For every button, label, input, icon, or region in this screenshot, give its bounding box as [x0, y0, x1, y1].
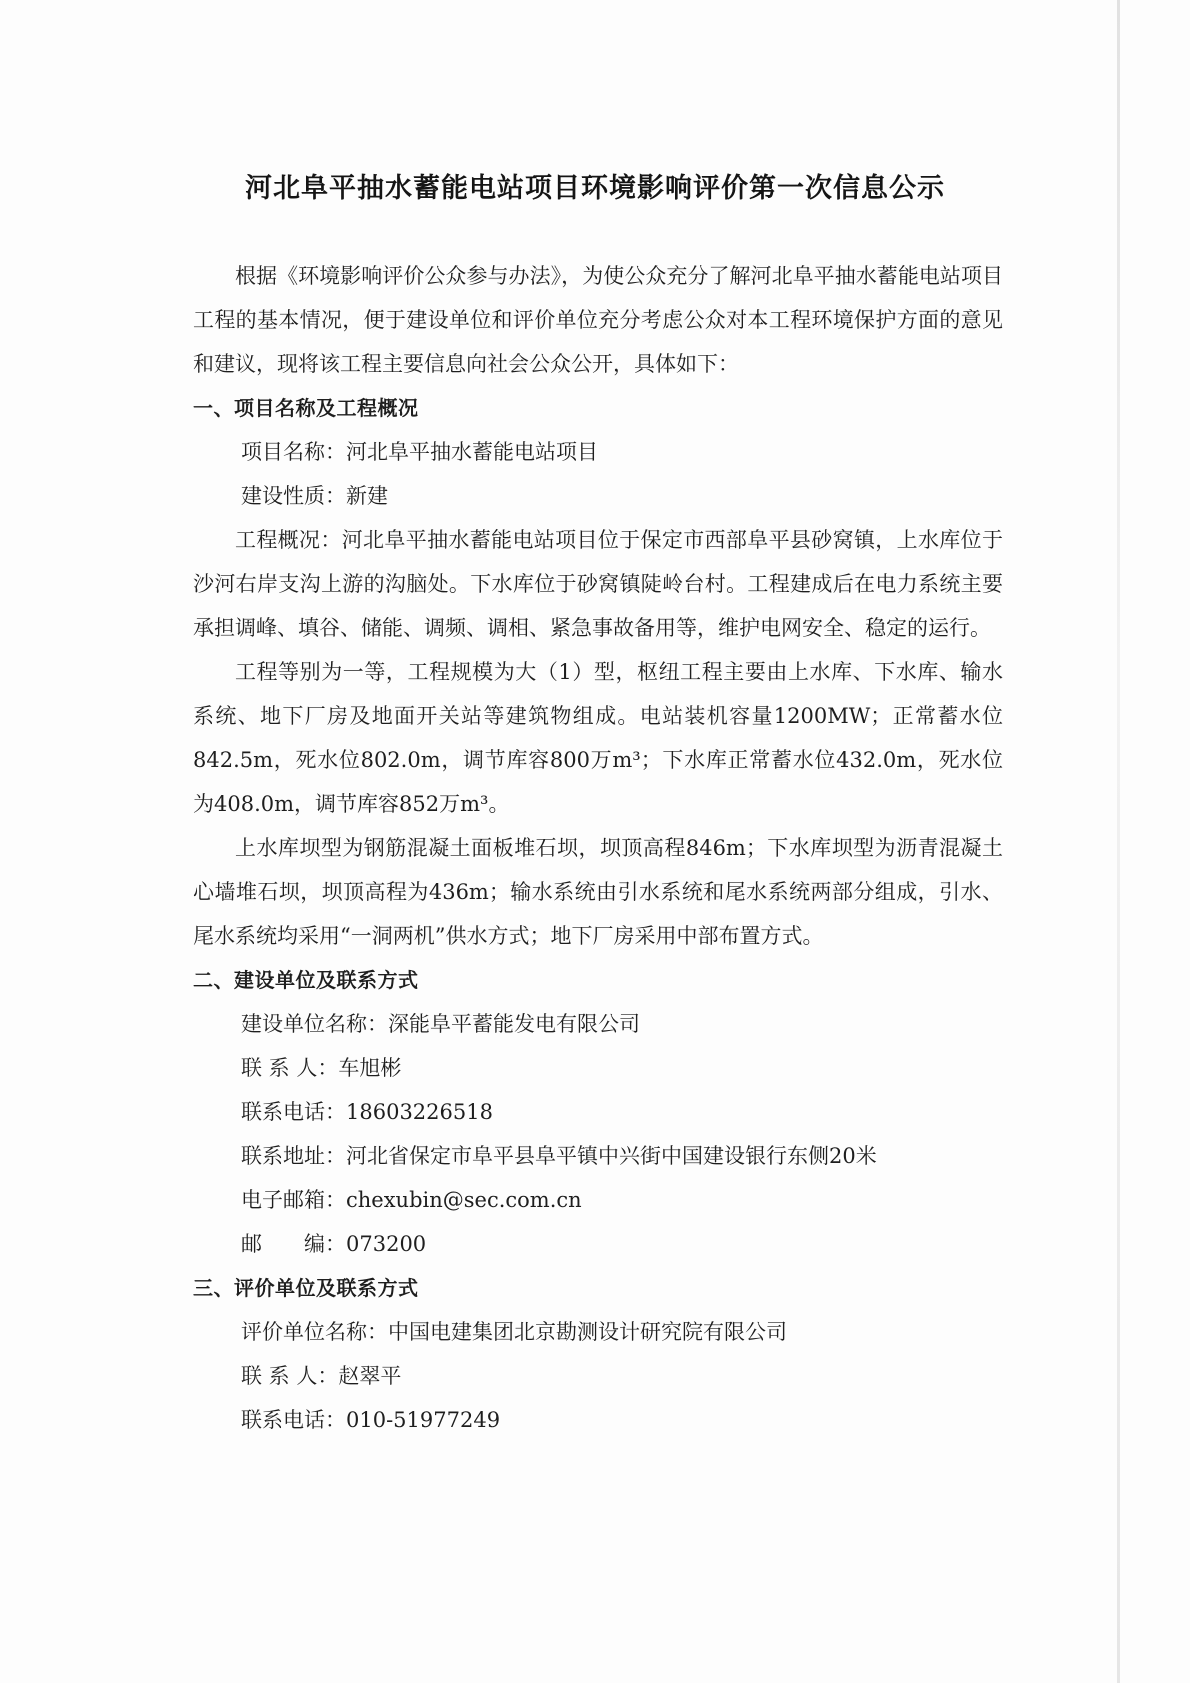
builder-email: 电子邮箱：chexubin@sec.com.cn [241, 1188, 582, 1212]
scan-edge-shadow [1117, 0, 1120, 1683]
builder-address: 联系地址：河北省保定市阜平县阜平镇中兴街中国建设银行东侧20米 [241, 1144, 877, 1168]
section-3-heading: 三、评价单位及联系方式 [193, 1276, 419, 1300]
evaluator-contact-person: 联 系 人：赵翠平 [241, 1364, 402, 1388]
document-body [193, 254, 1003, 1442]
project-name-line: 项目名称：河北阜平抽水蓄能电站项目 [241, 440, 598, 464]
evaluator-unit-name: 评价单位名称：中国电建集团北京勘测设计研究院有限公司 [241, 1320, 787, 1344]
builder-contact-person: 联 系 人：车旭彬 [241, 1056, 402, 1080]
intro-paragraph: 根据《环境影响评价公众参与办法》，为使公众充分了解河北阜平抽水蓄能电站项目工程的基本情况，便于建设单位和评价单位充分考虑公众对本工程环境保护方面的意见和建议，现将该工程主要信息向社会公众公开，具体如下： [193, 264, 1003, 376]
builder-phone: 联系电话：18603226518 [241, 1100, 493, 1124]
construction-nature-line: 建设性质：新建 [241, 484, 388, 508]
builder-postcode: 邮 编：073200 [241, 1232, 427, 1256]
dam-type-paragraph: 上水库坝型为钢筋混凝土面板堆石坝，坝顶高程846m；下水库坝型为沥青混凝土心墙堆石坝，坝顶高程为436m；输水系统由引水系统和尾水系统两部分组成，引水、尾水系统均采用“一洞两机”供水方式；地下厂房采用中部布置方式。 [193, 836, 1003, 948]
evaluator-phone: 联系电话：010-51977249 [241, 1408, 501, 1432]
document-title: 河北阜平抽水蓄能电站项目环境影响评价第一次信息公示 [245, 173, 945, 204]
section-1-heading: 一、项目名称及工程概况 [193, 396, 419, 420]
builder-unit-name: 建设单位名称：深能阜平蓄能发电有限公司 [241, 1012, 640, 1036]
project-overview-paragraph: 工程概况：河北阜平抽水蓄能电站项目位于保定市西部阜平县砂窝镇，上水库位于沙河右岸支沟上游的沟脑处。下水库位于砂窝镇陡岭台村。工程建成后在电力系统主要承担调峰、填谷、储能、调频、调相、紧急事故备用等，维护电网安全、稳定的运行。 [193, 528, 1003, 640]
project-grade-paragraph: 工程等别为一等，工程规模为大（1）型，枢纽工程主要由上水库、下水库、输水系统、地下厂房及地面开关站等建筑物组成。电站装机容量1200MW；正常蓄水位842.5m，死水位802.0m，调节库容800万m³；下水库正常蓄水位432.0m，死水位为408.0m，调节库容852万m³。 [193, 660, 1003, 816]
section-2-heading: 二、建设单位及联系方式 [193, 968, 419, 992]
